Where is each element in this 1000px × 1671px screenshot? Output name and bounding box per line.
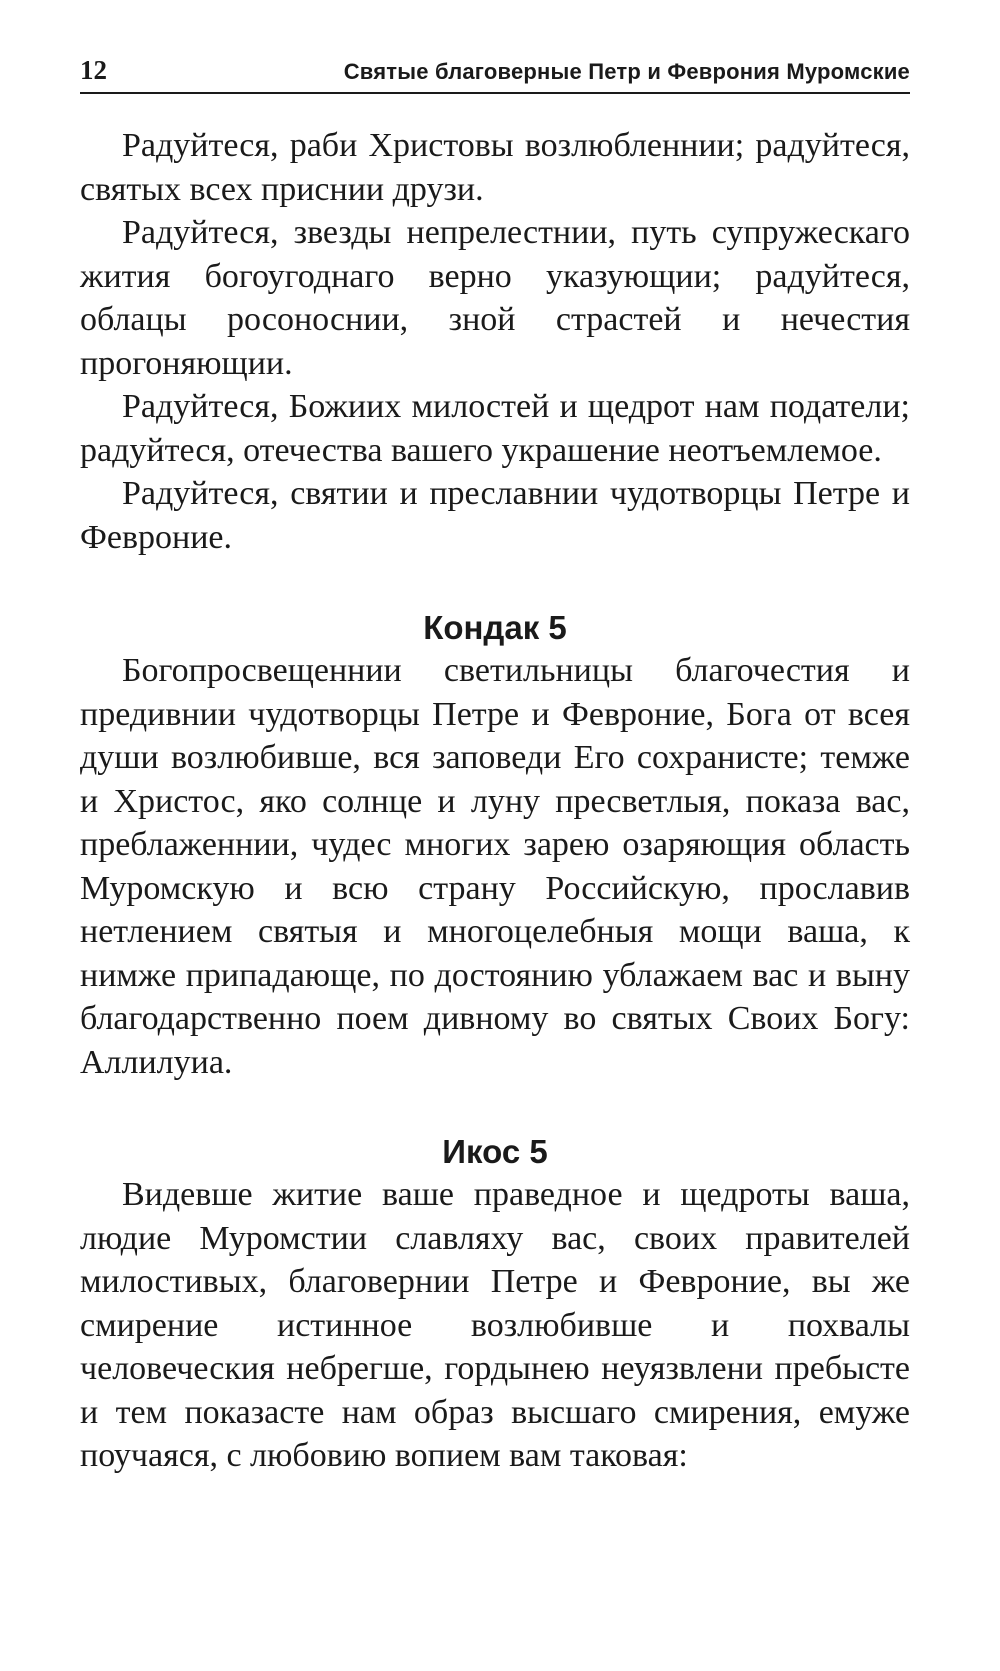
kondak-text: Богопросвещеннии светильницы благочестия и предивнии чудотворцы Петре и Февроние, Бога от всея души возлюбивше, вся заповеди Его сохранисте; темже и Христос, яко солнце и луну пресветлыя, показа вас, преблаженнии, чудес многих зарею озаряющия область Муромскую и всю страну Российскую, прославив нетлением святыя и многоцелебныя мощи ваша, к нимже припадающе, по достоянию ублажаем вас и выну благодарственно поем дивному во святых Своих Богу: Аллилуиа.: [80, 652, 910, 1081]
ikos-text: Видевше житие ваше праведное и щедроты ваша, людие Муромстии славляху вас, своих правителей милостивых, благовернии Петре и Февроние, вы же смирение истинное возлюбивше и похвалы человеческия небрегше, гордынею неуязвлени пребысте и тем показасте нам образ высшаго смирения, емуже поучаяся, с любовию вопием вам таковая:: [80, 1176, 910, 1474]
page-header: [80, 55, 910, 94]
page-number: 12: [80, 55, 107, 85]
body-text: [80, 124, 910, 1478]
paragraph: Радуйтеся, звезды непрелестнии, путь супружескаго жития богоугоднаго верно указующии; радуйтеся, облацы росоноснии, зной страстей и нечестия прогоняющии.: [80, 214, 910, 382]
kondak-heading: Кондак 5: [423, 609, 567, 646]
paragraph: Радуйтеся, Божиих милостей и щедрот нам податели; радуйтеся, отечества вашего украшение неотъемлемое.: [80, 388, 910, 469]
running-title: Святые благоверные Петр и Феврония Муромские: [343, 59, 910, 84]
paragraph: Радуйтеся, святии и преславнии чудотворцы Петре и Февроние.: [80, 475, 910, 556]
paragraph: Радуйтеся, раби Христовы возлюбленнии; радуйтеся, святых всех приснии друзи.: [80, 127, 910, 208]
ikos-heading: Икос 5: [442, 1133, 548, 1170]
book-page: [80, 55, 910, 1478]
